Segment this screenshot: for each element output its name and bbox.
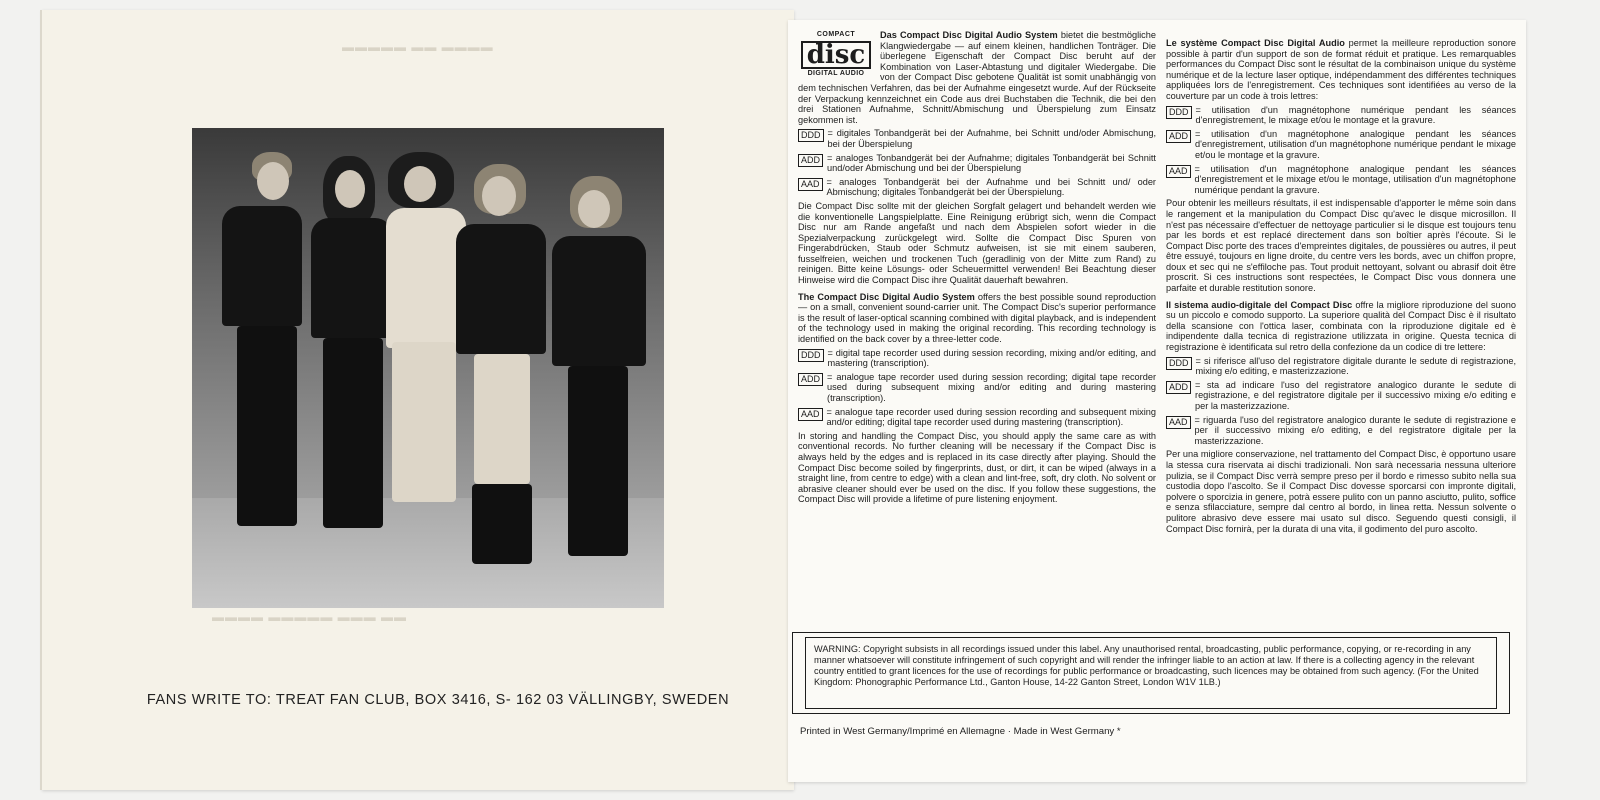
french-code-ddd — [1166, 105, 1516, 126]
french-code-add — [1166, 129, 1516, 161]
copyright-warning-text: WARNING: Copyright subsists in all recordings issued under this label. Any unauthorised rental, broadcasting, public performance, copying, or re-recording in any manner whatsoever will constitute infringement of such copyright and will render the infringer liable to an action at law. If there is a collecting agency in the relevant country entitled to grant licences for the use of recordings for public performance or broadcasting, such licences may be obtained from such agency. (For the United Kingdom: Phonographic Performance Ltd., Ganton House, 14-22 Ganton Street, London W1V 1LB.) — [805, 637, 1497, 709]
compact-disc-logo — [798, 30, 874, 77]
logo-digital-audio-text: DIGITAL AUDIO — [807, 69, 865, 77]
french-intro — [1166, 38, 1516, 102]
band-photo — [192, 128, 664, 608]
french-code-aad — [1166, 164, 1516, 196]
english-intro-body: offers the best possible sound reproduction — on a small, convenient sound-carrier unit. The Compact Disc's superior performance is the result of laser-optical scanning combined with digital playback, and is independent of the technology used in making the original recording. This recording technology is identified on the back cover by a three-letter code. — [798, 291, 1157, 345]
code-description: = analoges Tonbandgerät bei der Aufnahme und bei Schnitt und/ oder Abmischung; digitales Tonbandgerät bei der Überspielung. — [826, 176, 1156, 198]
italian-intro — [1166, 300, 1516, 353]
german-code-add — [798, 153, 1156, 174]
right-text-column — [1166, 38, 1516, 537]
german-code-ddd — [798, 128, 1156, 149]
english-intro-title: The Compact Disc Digital Audio System — [798, 291, 975, 302]
code-description: = digital tape recorder used during session recording, mixing and/or editing, and mastering (transcription). — [827, 347, 1156, 369]
code-badge: DDD — [798, 129, 824, 142]
code-badge: AAD — [798, 178, 823, 191]
right-booklet-page — [788, 20, 1526, 782]
left-booklet-page — [42, 10, 794, 790]
band-member-figure — [202, 148, 302, 528]
english-care-text: In storing and handling the Compact Disc, you should apply the same care as with conventional records. No further cleaning will be necessary if the Compact Disc is always held by the edges and is replaced in its case directly after playing. Should the Compact Disc become soiled by fingerprints, dust, or dirt, it can be wiped (always in a straight line, from centre to edge) with a clean and lint-free, soft, dry cloth. No solvent or abrasive cleaner should ever be used on the disc. If you follow these suggestions, the Compact Disc will provide a lifetime of pure listening enjoyment. — [798, 430, 1156, 505]
code-description: = riguarda l'uso del registratore analogico durante le sedute di registrazione e per il successivo mixing e/o editing, e del registratore digitale per la masterizzazione. — [1194, 414, 1516, 446]
italian-intro-title: Il sistema audio-digitale del Compact Disc — [1166, 299, 1353, 310]
french-intro-body: permet la meilleure reproduction sonore possible à partir d'un support de son de format réduit et pratique. Les remarquables performances du Compact Disc sont le résultat de la combinaison unique du système numérique et de la lecture laser optique, indépendamment des différentes techniques appliquées lors de l'enregistrement. Ces techniques sont identifiées au verso de la couverture par un code à trois lettres: — [1166, 38, 1516, 101]
code-badge: DDD — [1166, 106, 1192, 119]
copyright-warning-box — [792, 632, 1510, 714]
code-badge: ADD — [1166, 381, 1191, 394]
french-care-text: Pour obtenir les meilleurs résultats, il est indispensable d'apporter le même soin dans le rangement et la manipulation du Compact Disc qu'avec le disque microsillon. Il n'est pas nécessaire d'effectuer de nettoyage particulier si le disque est toujours tenu par les bords et est replacé directement dans son boîtier après l'écoute. Si le Compact Disc porte des traces d'empreintes digitales, de poussières ou autres, il peut être essuyé, toujours en ligne droite, du centre vers les bords, avec un chiffon propre, doux et sec qui ne s'effiloche pas. Tout produit nettoyant, solvant ou abrasif doit être proscrit. Si ces instructions sont respectées, le Compact Disc vous donnera une parfaite et durable restitution sonore. — [1166, 198, 1516, 294]
code-badge: AAD — [798, 408, 823, 421]
code-description: = utilisation d'un magnétophone analogique pendant les séances d'enregistrement et le mixage et/ou le montage, utilisation d'un magnétophone numérique pendant la gravure. — [1194, 163, 1516, 195]
code-description: = analoges Tonbandgerät bei der Aufnahme; digitales Tonbandgerät bei Schnitt und/oder Abmischung und bei der Überspielung — [827, 152, 1156, 174]
italian-code-aad — [1166, 415, 1516, 447]
band-member-figure — [542, 176, 652, 556]
code-badge: ADD — [798, 154, 823, 167]
bleed-through-text: ▬▬▬▬ ▬▬▬▬▬ ▬▬▬ ▬▬ — [212, 610, 408, 624]
fan-club-address: FANS WRITE TO: TREAT FAN CLUB, BOX 3416, S- 162 03 VÄLLINGBY, SWEDEN — [146, 692, 730, 708]
printed-in-line: Printed in West Germany/Imprimé en Allemagne · Made in West Germany * — [800, 726, 1121, 737]
italian-intro-body: offre la migliore riproduzione del suono su un piccolo e comodo supporto. La superiore qualità del Compact Disc è il risultato della scansione con l'ottica laser, combinata con la riproduzione digitale ed è indipendente dalla tecnica di registrazione utilizzata in origine. Questa tecnica di registrazione è identificata sul retro della confezione da un codice di tre lettere: — [1166, 299, 1516, 353]
code-description: = analogue tape recorder used during session recording and subsequent mixing and/or editing; digital tape recorder used during mastering (transcription). — [826, 406, 1156, 428]
english-code-aad — [798, 407, 1156, 428]
english-code-ddd — [798, 348, 1156, 369]
code-description: = utilisation d'un magnétophone numérique pendant les séances d'enregistrement, le mixage et/ou le montage et la gravure. — [1195, 104, 1516, 126]
code-description: = digitales Tonbandgerät bei der Aufnahme, bei Schnitt und/oder Abmischung, bei der Überspielung — [827, 128, 1156, 149]
bleed-through-text: ▬▬▬▬▬ ▬▬ ▬▬▬▬ — [342, 40, 494, 54]
code-badge: AAD — [1166, 165, 1191, 178]
french-intro-title: Le système Compact Disc Digital Audio — [1166, 38, 1345, 48]
italian-code-ddd — [1166, 356, 1516, 377]
german-intro-title: Das Compact Disc Digital Audio System — [880, 30, 1058, 40]
band-member-figure — [442, 164, 552, 564]
german-intro-body: bietet die bestmögliche Klangwiedergabe — auf einem kleinen, handlichen Tonträger. Die überlegene Eigenschaft der Compact Disc beruht auf der Kombination von Laser-Abtastung und digitaler Wiedergabe. Die von der Compact Disc gebotene Qualität ist somit unabhängig von dem technischen Verfahren, das bei der Aufnahme eingesetzt wurde. Auf der Rückseite der Verpackung kennzeichnet ein Code aus drei Buchstaben die Technik, die bei den drei Stationen Aufnahme, Schnitt/Abmischung und Überspielung zum Einsatz gekommen ist. — [798, 30, 1156, 125]
italian-care-text: Per una migliore conservazione, nel trattamento del Compact Disc, è opportuno usare la stessa cura riservata ai dischi tradizionali. Non sarà necessaria nessuna ulteriore pulizia, se il Compact Disc verrà sempre preso per il bordo e rimesso subito nella sua custodia dopo l'ascolto. Se il Compact Disc dovesse sporcarsi con impronte digitali, polvere o sporcizia in genere, potrà essere pulito con un panno asciutto, pulito, soffice e senza sfilacciature, sempre dal centro al bordo, in linea retta. Nessun solvente o pulitore abrasivo deve essere mai usato sul disco. Seguendo questi consigli, il Compact Disc fornirà, per la durata di una vita, il godimento del puro ascolto. — [1166, 449, 1516, 534]
code-badge: ADD — [1166, 130, 1191, 143]
german-care-text: Die Compact Disc sollte mit der gleichen Sorgfalt gelagert und behandelt werden wie die konventionelle Langspielplatte. Eine Reinigung erübrigt sich, wenn die Compact Disc nur am Rande angefaßt und nach dem Abspielen sofort wieder in die Spezialverpackung zurückgelegt wird. Sollte die Compact Disc Spuren von Fingerabdrücken, Staub oder Schmutz aufweisen, ist sie mit einem sauberen, fusselfreien, weichen und trockenen Tuch (geradlinig von der Mitte zum Rand) zu reinigen. Bitte keine Lösungs- oder Scheuermittel verwenden! Bei Beachtung dieser Hinweise wird die Compact Disc ihre Qualität dauerhaft bewahren. — [798, 200, 1156, 286]
german-code-aad — [798, 177, 1156, 198]
code-description: = si riferisce all'uso del registratore digitale durante le sedute di registrazione, mixing e/o editing, e masterizzazione. — [1195, 355, 1516, 377]
left-text-column — [798, 30, 1156, 508]
code-badge: DDD — [798, 349, 824, 362]
code-description: = utilisation d'un magnétophone analogique pendant les séances d'enregistrement, utilisation d'un magnétophone numérique pendant le mixage et/ou le montage et la gravure. — [1195, 128, 1516, 160]
code-badge: DDD — [1166, 357, 1192, 370]
code-description: = sta ad indicare l'uso del registratore analogico durante le sedute di registrazione, e del registratore digitale per il successivo mixing e/o editing e per la masterizzazione. — [1195, 379, 1516, 411]
english-code-add — [798, 372, 1156, 404]
english-intro — [798, 292, 1156, 345]
code-badge: AAD — [1166, 416, 1191, 429]
logo-disc-text: disc — [801, 41, 872, 69]
logo-compact-text: COMPACT — [816, 31, 856, 38]
italian-code-add — [1166, 380, 1516, 412]
code-description: = analogue tape recorder used during session recording; digital tape recorder used during subsequent mixing and/or editing and during mastering (transcription). — [827, 371, 1156, 403]
code-badge: ADD — [798, 373, 823, 386]
